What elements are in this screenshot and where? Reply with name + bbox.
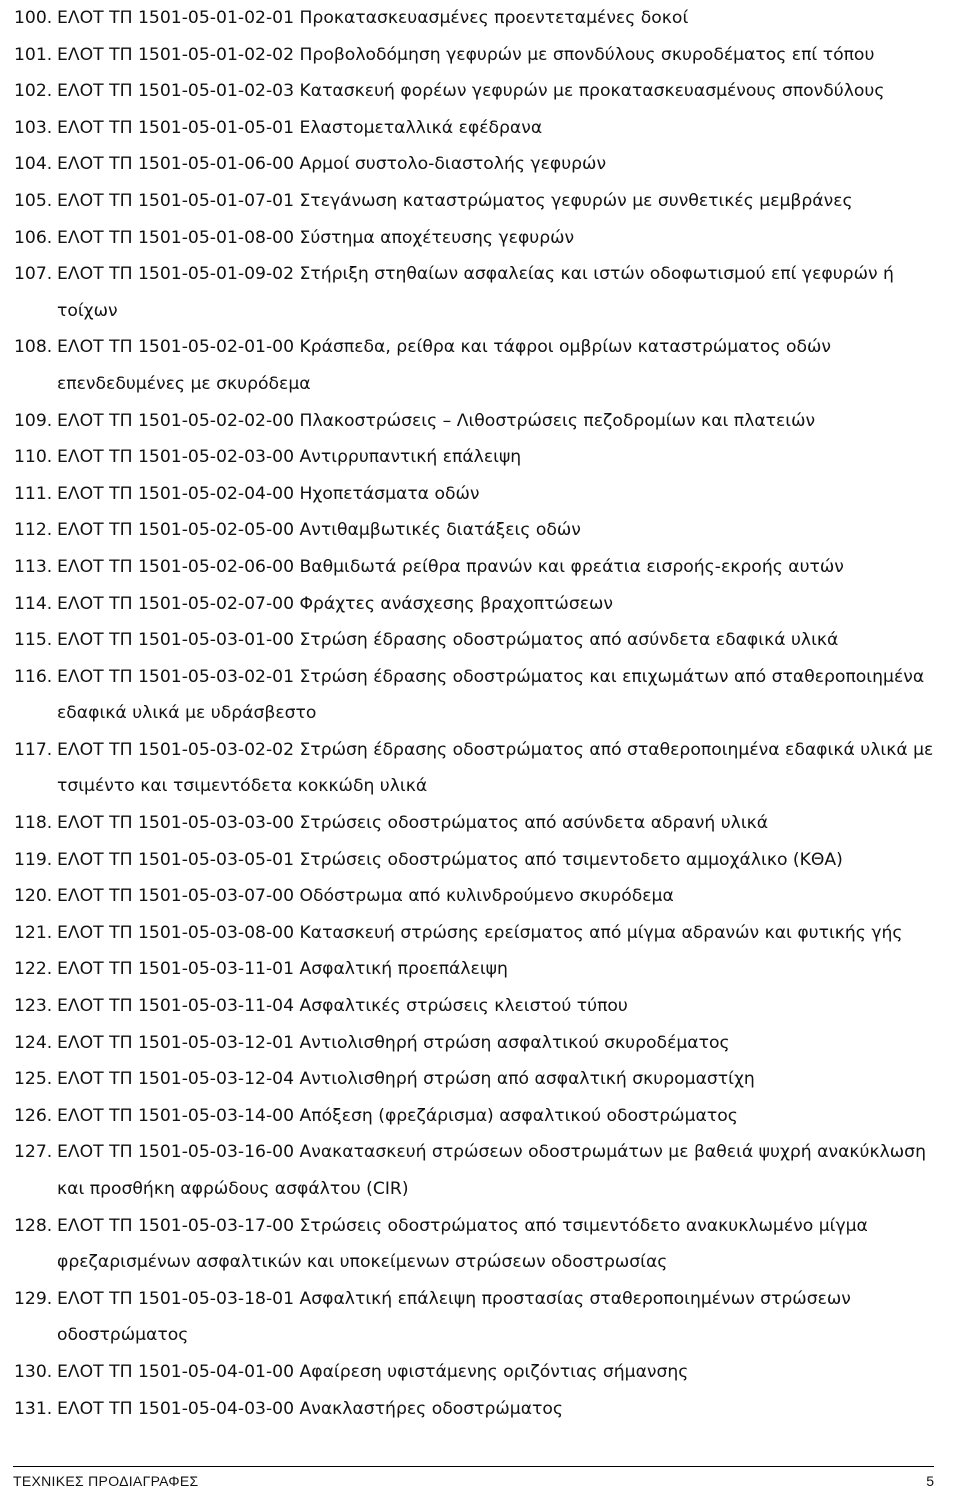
item-text: ΕΛΟΤ ΤΠ 1501-05-03-11-04 Ασφαλτικές στρώσεις κλειστού τύπου [57, 996, 628, 1017]
item-text: ΕΛΟΤ ΤΠ 1501-05-03-11-01 Ασφαλτική προεπάλειψη [57, 959, 508, 980]
item-text: ΕΛΟΤ ΤΠ 1501-05-01-02-03 Κατασκευή φορέων γεφυρών με προκατασκευασμένους σπονδύλους [57, 81, 885, 102]
list-item [14, 183, 958, 220]
item-number: 129. [14, 1288, 53, 1309]
list-item [14, 878, 958, 915]
list-item [14, 915, 958, 952]
item-text: ΕΛΟΤ ΤΠ 1501-05-04-01-00 Αφαίρεση υφιστάμενης οριζόντιας σήμανσης [57, 1361, 689, 1382]
item-number: 105. [14, 190, 53, 211]
item-number: 131. [14, 1398, 53, 1419]
item-number: 128. [14, 1215, 53, 1236]
list-item [14, 512, 958, 549]
item-number: 118. [14, 813, 53, 834]
list-item [14, 622, 958, 659]
list-item [14, 476, 958, 513]
item-number: 100. [14, 8, 53, 28]
item-number: 114. [14, 593, 53, 614]
list-item [14, 1098, 958, 1135]
list-item [14, 988, 958, 1025]
item-number: 110. [14, 447, 53, 468]
item-number: 116. [14, 666, 53, 687]
item-number: 101. [14, 44, 53, 65]
item-number: 107. [14, 264, 53, 285]
spec-list [14, 0, 958, 1427]
item-text: ΕΛΟΤ ΤΠ 1501-05-02-04-00 Ηχοπετάσματα οδών [57, 483, 480, 504]
item-text: ΕΛΟΤ ΤΠ 1501-05-03-17-00 Στρώσεις οδοστρώματος από τσιμεντόδετο ανακυκλωμένο μίγμα φρεζαρισμένων ασφαλτικών και υποκείμενων στρώσεων οδοστρωσίας [57, 1215, 868, 1273]
list-item [14, 1061, 958, 1098]
item-number: 120. [14, 886, 53, 907]
list-item [14, 586, 958, 623]
item-text: ΕΛΟΤ ΤΠ 1501-05-04-03-00 Ανακλαστήρες οδοστρώματος [57, 1398, 563, 1419]
item-number: 122. [14, 959, 53, 980]
item-number: 102. [14, 81, 53, 102]
item-text: ΕΛΟΤ ΤΠ 1501-05-01-07-01 Στεγάνωση καταστρώματος γεφυρών με συνθετικές μεμβράνες [57, 190, 853, 211]
item-text: ΕΛΟΤ ΤΠ 1501-05-02-03-00 Αντιρρυπαντική επάλειψη [57, 447, 522, 468]
item-text: ΕΛΟΤ ΤΠ 1501-05-03-12-01 Αντιολισθηρή στρώση ασφαλτικού σκυροδέματος [57, 1032, 730, 1053]
item-number: 121. [14, 922, 53, 943]
list-item [14, 842, 958, 879]
list-item [14, 951, 958, 988]
item-text: ΕΛΟΤ ΤΠ 1501-05-01-06-00 Αρμοί συστολο-διαστολής γεφυρών [57, 154, 607, 175]
item-text: ΕΛΟΤ ΤΠ 1501-05-03-01-00 Στρώση έδρασης οδοστρώματος από ασύνδετα εδαφικά υλικά [57, 630, 839, 651]
item-text: ΕΛΟΤ ΤΠ 1501-05-03-16-00 Ανακατασκευή στρώσεων οδοστρωμάτων με βαθειά ψυχρή ανακύκλωση και προσθήκη αφρώδους ασφάλτου (CIR) [57, 1142, 926, 1199]
list-item [14, 37, 958, 74]
item-number: 111. [14, 483, 53, 504]
list-item [14, 659, 958, 732]
item-text: ΕΛΟΤ ΤΠ 1501-05-03-03-00 Στρώσεις οδοστρώματος από ασύνδετα αδρανή υλικά [57, 813, 769, 834]
item-text: ΕΛΟΤ ΤΠ 1501-05-03-12-04 Αντιολισθηρή στρώση από ασφαλτική σκυρομαστίχη [57, 1069, 755, 1090]
item-number: 124. [14, 1032, 53, 1053]
page-footer [13, 1466, 934, 1489]
item-text: ΕΛΟΤ ΤΠ 1501-05-03-08-00 Κατασκευή στρώσης ερείσματος από μίγμα αδρανών και φυτικής γής [57, 922, 903, 943]
item-text: ΕΛΟΤ ΤΠ 1501-05-03-07-00 Οδόστρωμα από κυλινδρούμενο σκυρόδεμα [57, 886, 674, 907]
item-text: ΕΛΟΤ ΤΠ 1501-05-02-06-00 Βαθμιδωτά ρείθρα πρανών και φρεάτια εισροής-εκροής αυτών [57, 556, 844, 577]
item-text: ΕΛΟΤ ΤΠ 1501-05-02-01-00 Κράσπεδα, ρείθρα και τάφροι ομβρίων καταστρώματος οδών επενδεδυμένες με σκυρόδεμα [57, 337, 831, 394]
item-number: 113. [14, 556, 53, 577]
item-number: 130. [14, 1361, 53, 1382]
item-number: 103. [14, 117, 53, 138]
item-text: ΕΛΟΤ ΤΠ 1501-05-03-02-01 Στρώση έδρασης οδοστρώματος και επιχωμάτων από σταθεροποιημένα εδαφικά υλικά με υδράσβεστο [57, 666, 925, 724]
item-number: 123. [14, 996, 53, 1017]
item-number: 108. [14, 337, 53, 358]
list-item [14, 805, 958, 842]
item-number: 104. [14, 154, 53, 175]
list-item [14, 110, 958, 147]
item-text: ΕΛΟΤ ΤΠ 1501-05-02-07-00 Φράχτες ανάσχεσης βραχοπτώσεων [57, 593, 614, 614]
list-item [14, 73, 958, 110]
item-number: 127. [14, 1142, 53, 1163]
item-text: ΕΛΟΤ ΤΠ 1501-05-01-09-02 Στήριξη στηθαίων ασφαλείας και ιστών οδοφωτισμού επί γεφυρών ή τοίχων [57, 264, 894, 321]
item-text: ΕΛΟΤ ΤΠ 1501-05-01-02-01 Προκατασκευασμένες προεντεταμένες δοκοί [57, 8, 689, 28]
list-item [14, 1208, 958, 1281]
item-text: ΕΛΟΤ ΤΠ 1501-05-01-05-01 Ελαστομεταλλικά εφέδρανα [57, 117, 543, 138]
item-text: ΕΛΟΤ ΤΠ 1501-05-03-18-01 Ασφαλτική επάλειψη προστασίας σταθεροποιημένων στρώσεων οδοστρώματος [57, 1288, 851, 1346]
list-item [14, 1134, 958, 1207]
list-item [14, 403, 958, 440]
list-item [14, 0, 958, 37]
item-text: ΕΛΟΤ ΤΠ 1501-05-03-14-00 Απόξεση (φρεζάρισμα) ασφαλτικού οδοστρώματος [57, 1105, 738, 1126]
list-item [14, 1354, 958, 1391]
item-number: 112. [14, 520, 53, 541]
item-text: ΕΛΟΤ ΤΠ 1501-05-03-05-01 Στρώσεις οδοστρώματος από τσιμεντοδετο αμμοχάλικο (ΚΘΑ) [57, 849, 843, 870]
page-number: 5 [926, 1473, 934, 1489]
item-number: 106. [14, 227, 53, 248]
footer-title: ΤΕΧΝΙΚΕΣ ΠΡΟΔΙΑΓΡΑΦΕΣ [13, 1473, 199, 1489]
item-number: 115. [14, 630, 53, 651]
list-item [14, 1391, 958, 1428]
item-number: 109. [14, 410, 53, 431]
list-item [14, 146, 958, 183]
list-item [14, 439, 958, 476]
list-item [14, 732, 958, 805]
item-text: ΕΛΟΤ ΤΠ 1501-05-02-05-00 Αντιθαμβωτικές διατάξεις οδών [57, 520, 581, 541]
item-text: ΕΛΟΤ ΤΠ 1501-05-01-02-02 Προβολοδόμηση γεφυρών με σπονδύλους σκυροδέματος επί τόπου [57, 44, 875, 65]
list-item [14, 549, 958, 586]
item-text: ΕΛΟΤ ΤΠ 1501-05-03-02-02 Στρώση έδρασης οδοστρώματος από σταθεροποιημένα εδαφικά υλικά με τσιμέντο και τσιμεντόδετα κοκκώδη υλικά [57, 739, 934, 797]
list-item [14, 1281, 958, 1354]
item-text: ΕΛΟΤ ΤΠ 1501-05-01-08-00 Σύστημα αποχέτευσης γεφυρών [57, 227, 575, 248]
list-item [14, 220, 958, 257]
list-item [14, 256, 958, 329]
item-number: 125. [14, 1069, 53, 1090]
item-number: 126. [14, 1105, 53, 1126]
item-number: 117. [14, 739, 53, 760]
list-item [14, 1025, 958, 1062]
item-text: ΕΛΟΤ ΤΠ 1501-05-02-02-00 Πλακοστρώσεις – Λιθοστρώσεις πεζοδρομίων και πλατειών [57, 410, 816, 431]
item-number: 119. [14, 849, 53, 870]
list-item [14, 329, 958, 402]
